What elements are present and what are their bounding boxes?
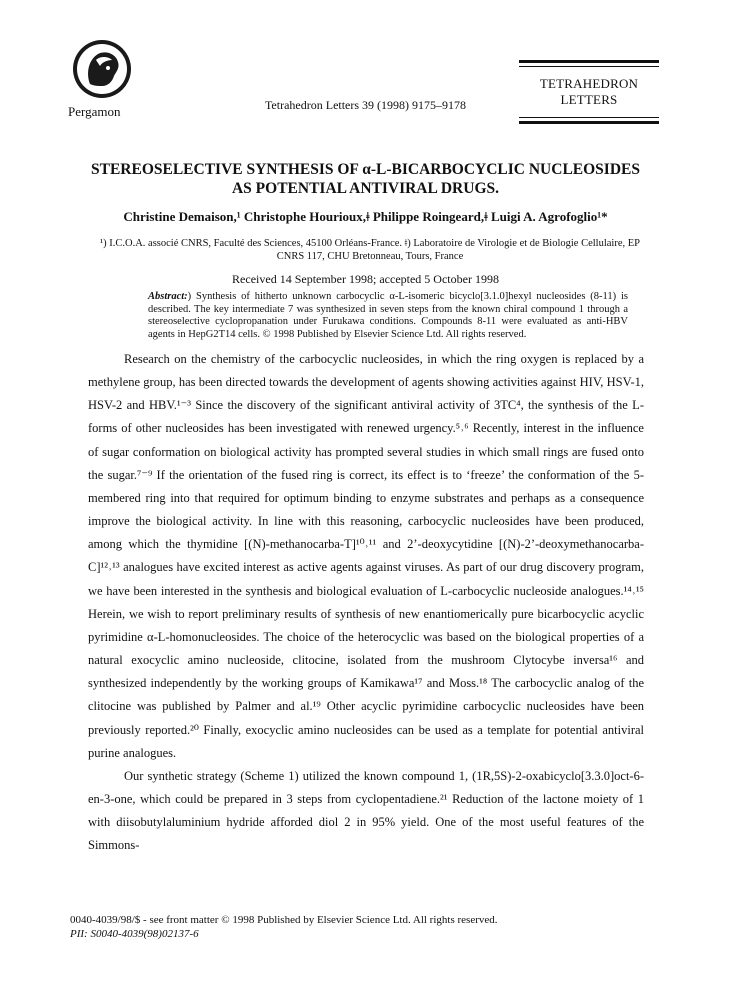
- publisher-name: Pergamon: [68, 104, 121, 119]
- header-rule: [519, 117, 659, 118]
- abstract-text: ) Synthesis of hitherto unknown carbocyclic α-L-isomeric bicyclo[3.1.0]hexyl nucleosides (8-11) is described. The key intermediate 7 was synthesized in seven steps from the known chiral compound 1 through a stereoselective cyclopropanation under Furukawa conditions. Compounds 8-11 were evaluated as anti-HBV agents in HepG2T14 cells. © 1998 Published by Elsevier Science Ltd. All rights reserved.: [148, 291, 628, 340]
- header-rule: [519, 60, 659, 63]
- article-title: [0, 160, 731, 198]
- journal-title-line: LETTERS: [560, 92, 618, 107]
- article-title-line: STEREOSELECTIVE SYNTHESIS OF α-L-BICARBOCYCLIC NUCLEOSIDES: [90, 161, 640, 178]
- footer-pii: PII: S0040-4039(98)02137-6: [70, 928, 199, 940]
- pergamon-logo: [72, 38, 132, 100]
- affiliation-line: CNRS 117, CHU Bretonneau, Tours, France: [276, 251, 464, 262]
- journal-title: [519, 76, 659, 108]
- abstract: [148, 291, 628, 341]
- footer-copyright: 0040-4039/98/$ - see front matter © 1998 Published by Elsevier Science Ltd. All rights reserved.: [70, 914, 498, 926]
- header-rule: [519, 66, 659, 67]
- body-paragraph: Our synthetic strategy (Scheme 1) utilized the known compound 1, (1R,5S)-2-oxabicyclo[3.3.0]oct-6-en-3-one, which could be prepared in 3 steps from cyclopentadiene.²¹ Reduction of the lactone moiety of 1 with diisobutylaluminium hydride afforded diol 2 in 95% yield. One of the most useful features of the Simmons-: [88, 768, 644, 853]
- body-text: [88, 348, 644, 857]
- copyright-footer: [70, 913, 498, 941]
- affiliations: [70, 237, 670, 263]
- received-dates: Received 14 September 1998; accepted 5 October 1998: [232, 272, 499, 286]
- affiliation-line: ¹) I.C.O.A. associé CNRS, Faculté des Sciences, 45100 Orléans-France. ǂ) Laboratoire de Virologie et de Biologie Cellulaire, EP: [99, 238, 640, 249]
- journal-citation: Tetrahedron Letters 39 (1998) 9175–9178: [264, 98, 467, 112]
- author-list: Christine Demaison,¹ Christophe Hourioux,ǂ Philippe Roingeard,ǂ Luigi A. Agrofoglio¹*: [123, 209, 608, 224]
- body-paragraph: Research on the chemistry of the carbocyclic nucleosides, in which the ring oxygen is replaced by a methylene group, has been directed towards the development of agents showing activities against HIV, HSV-1, HSV-2 and HBV.¹⁻³ Since the discovery of the significant antiviral activity of 3TC⁴, the synthesis of the L-forms of other nucleosides has been investigated with renewed urgency.⁵˒⁶ Recently, interest in the influence of sugar conformation on biological activity has prompted several studies in which small rings are fused onto the sugar.⁷⁻⁹ If the orientation of the fused ring is correct, its effect is to ‘freeze’ the conformation of the 5-membered ring into that required for optimum binding to enzyme substrates and perhaps as a consequence improve the biological activity. In line with this reasoning, carbocyclic nucleosides have been produced, among which the thymidine [(N)-methanocarba-T]¹⁰˒¹¹ and 2’-deoxycytidine [(N)-2’-deoxymethanocarba-C]¹²˒¹³ analogues have excited interest as active agents against viruses. As part of our drug discovery program, we have been interested in the synthesis and biological evaluation of L-carbocyclic nucleoside analogues.¹⁴˒¹⁵ Herein, we wish to report preliminary results of synthesis of new enantiomerically pure bicarbocyclic acyclic pyrimidine α-L-homonucleosides. The choice of the heterocyclic was based on the biological properties of a natural exocyclic amino nucleoside, clitocine, isolated from the mushroom Clytocybe inversa¹⁶ and synthesized independently by the working groups of Kamikawa¹⁷ and Moss.¹⁸ The carbocyclic analog of the clitocine was published by Palmer and al.¹⁹ Other acyclic pyrimidine carbocyclic nucleosides have been previously reported.²⁰ Finally, exocyclic amino nucleosides can be used as a template for potential antiviral purine analogues.: [88, 352, 644, 760]
- abstract-label: Abstract:: [148, 291, 188, 302]
- header-rule: [519, 121, 659, 124]
- article-title-line: AS POTENTIAL ANTIVIRAL DRUGS.: [231, 180, 499, 197]
- journal-title-line: TETRAHEDRON: [539, 76, 639, 91]
